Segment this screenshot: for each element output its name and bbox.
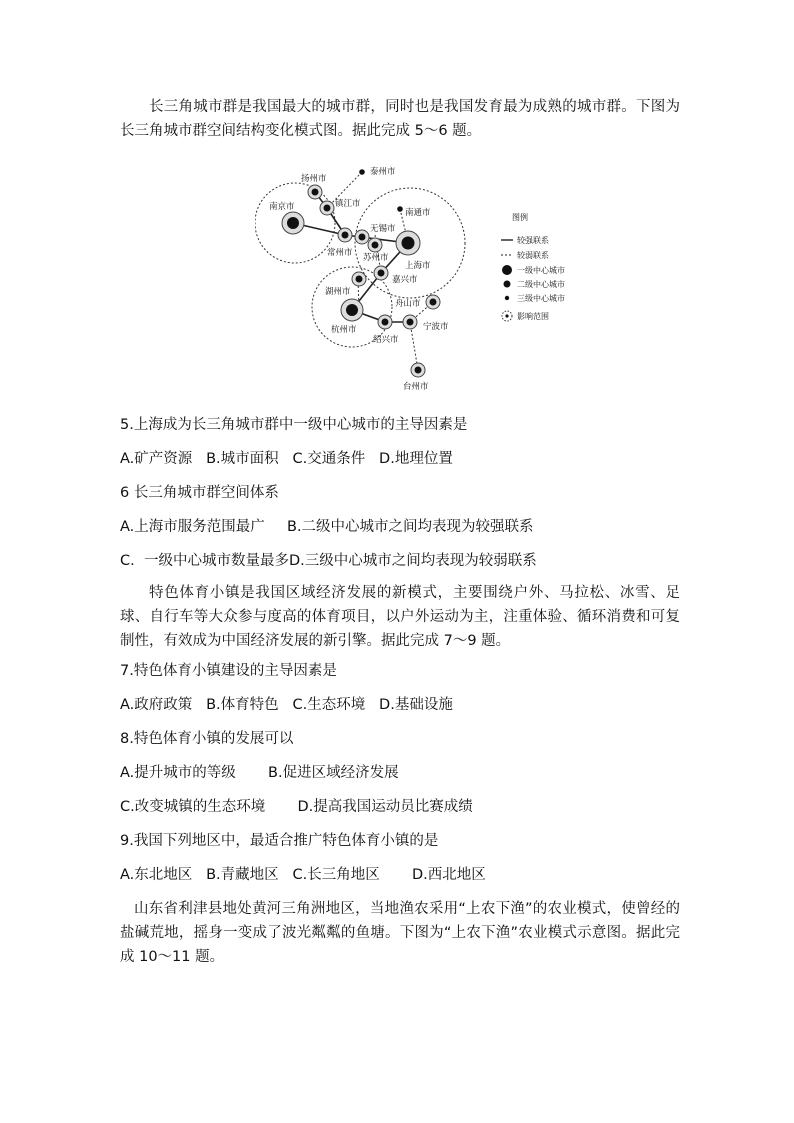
legend-strong: 较强联系 (517, 236, 549, 245)
intro-passage-7-9: 特色体育小镇是我国区域经济发展的新模式，主要围绕户外、马拉松、冰雪、足球、自行车等大众参与度高的体育项目，以户外运动为主，注重体验、循环消费和可复制性，有效成为中国经济发展的新引擎。据此完成 7～9 题。 (120, 585, 680, 649)
legend-weak: 较弱联系 (517, 251, 549, 260)
node-nantong (397, 206, 403, 212)
label-ningbo: 宁波市 (423, 322, 449, 332)
label-nanjing: 南京市 (269, 202, 295, 212)
legend-level3: 三级中心城市 (517, 294, 565, 303)
label-zhenjiang: 镇江市 (335, 199, 361, 209)
q8-options-line2: C.改变城镇的生态环境 D.提高我国运动员比赛成绩 (120, 799, 473, 815)
legend-level2: 二级中心城市 (517, 280, 565, 289)
q6-option-d: D.三级中心城市之间均表现为较弱联系 (289, 553, 537, 569)
node-taizhou2 (411, 363, 425, 377)
label-taizhou1: 泰州市 (370, 167, 396, 177)
label-shanghai: 上海市 (405, 261, 431, 271)
legend-range: 影响范围 (517, 312, 549, 321)
q6-option-b: B.二级中心城市之间均表现为较强联系 (287, 519, 534, 535)
q9-stem: 9.我国下列地区中，最适合推广特色体育小镇的是 (120, 833, 439, 849)
label-zhoushan: 舟山市 (395, 299, 421, 309)
node-hangzhou (341, 299, 363, 321)
node-jiaxing (374, 266, 388, 280)
node-ningbo (403, 315, 417, 329)
q6-option-a: A.上海市服务范围最广 (120, 519, 265, 535)
legend-title: 图例 (512, 213, 528, 222)
label-suzhou: 苏州市 (363, 253, 389, 263)
label-wuxi: 无锡市 (370, 224, 396, 234)
label-hangzhou: 杭州市 (331, 325, 357, 335)
node-zhoushan (426, 295, 440, 309)
node-shanghai (396, 231, 420, 255)
label-huzhou: 湖州市 (325, 287, 351, 297)
legend-level1: 一级中心城市 (517, 266, 565, 275)
label-yangzhou: 扬州市 (301, 174, 327, 184)
node-taizhou1 (359, 169, 365, 175)
q6-stem: 6 长三角城市群空间体系 (120, 485, 279, 501)
label-taizhou2: 台州市 (403, 382, 429, 392)
q8-options-line1: A.提升城市的等级 B.促进区域经济发展 (120, 765, 399, 781)
q8-stem: 8.特色体育小镇的发展可以 (120, 731, 294, 747)
q7-stem: 7.特色体育小镇建设的主导因素是 (120, 663, 337, 679)
node-zhenjiang (320, 201, 334, 215)
intro-passage-10-11: 山东省利津县地处黄河三角洲地区，当地渔农采用“上农下渔”的农业模式，使曾经的盐碱荒地，摇身一变成了波光粼粼的鱼塘。下图为“上农下渔”农业模式示意图。据此完成 10～11 题。 (120, 901, 680, 965)
yangtze-delta-city-structure-map (255, 160, 585, 395)
node-wuxi (355, 230, 369, 244)
label-jiaxing: 嘉兴市 (392, 275, 418, 285)
label-nantong: 南通市 (405, 208, 431, 218)
q9-options: A.东北地区 B.青藏地区 C.长三角地区 D.西北地区 (120, 867, 486, 883)
q7-options: A.政府政策 B.体育特色 C.生态环境 D.基础设施 (120, 697, 453, 713)
node-changzhou (338, 228, 352, 242)
node-nanjing (282, 212, 304, 234)
node-shaoxing (378, 315, 392, 329)
intro-passage-5-6: 长三角城市群是我国最大的城市群，同时也是我国发育最为成熟的城市群。下图为长三角城市群空间结构变化模式图。据此完成 5～6 题。 (120, 99, 680, 139)
label-changzhou: 常州市 (327, 248, 353, 258)
q5-options: A.矿产资源 B.城市面积 C.交通条件 D.地理位置 (120, 451, 453, 467)
label-shaoxing: 绍兴市 (373, 335, 399, 345)
node-yangzhou (308, 185, 322, 199)
q6-option-c: C. 一级中心城市数量最多 (120, 553, 289, 569)
map-legend (501, 212, 565, 321)
node-suzhou (368, 238, 382, 252)
node-huzhou (352, 272, 366, 286)
q5-stem: 5.上海成为长三角城市群中一级中心城市的主导因素是 (120, 417, 468, 433)
